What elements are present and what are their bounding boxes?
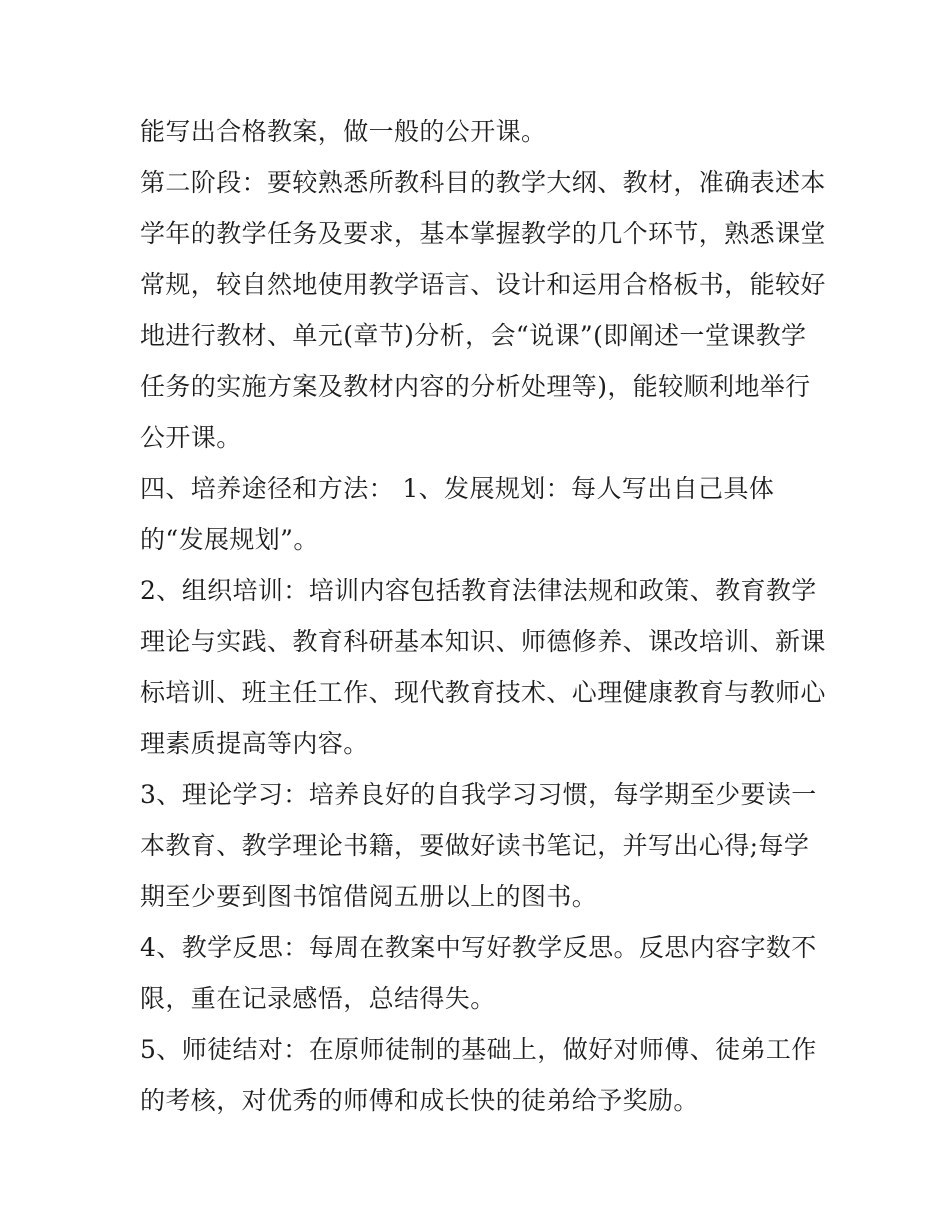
text-line: 能写出合格教案，做一般的公开课。: [140, 117, 547, 146]
text-line: 的考核，对优秀的师傅和成长快的徒弟给予奖励。: [140, 1086, 699, 1115]
text-line: 地进行教材、单元(章节)分析，会“说课”(即阐述一堂课教学: [140, 321, 807, 350]
text-line: 本教育、教学理论书籍，要做好读书笔记，并写出心得;每学: [140, 831, 810, 860]
text-line: 4、教学反思：每周在教案中写好教学反思。反思内容字数不: [140, 933, 817, 962]
text-line: 2、组织培训：培训内容包括教育法律法规和政策、教育教学: [140, 576, 817, 605]
text-line: 第二阶段：要较熟悉所教科目的教学大纲、教材，准确表述本: [140, 168, 826, 197]
document-body: [140, 106, 830, 1126]
text-line: 的“发展规划”。: [140, 525, 319, 554]
text-line: 四、培养途径和方法： 1、发展规划：每人写出自己具体: [140, 474, 775, 503]
text-line: 理素质提高等内容。: [140, 729, 369, 758]
text-line: 公开课。: [140, 423, 242, 452]
text-line: 5、师徒结对：在原师徒制的基础上，做好对师傅、徒弟工作: [140, 1035, 817, 1064]
text-line: 学年的教学任务及要求，基本掌握教学的几个环节，熟悉课堂: [140, 219, 826, 248]
text-line: 3、理论学习：培养良好的自我学习习惯，每学期至少要读一: [140, 780, 817, 809]
text-line: 理论与实践、教育科研基本知识、师德修养、课改培训、新课: [140, 627, 826, 656]
text-line: 常规，较自然地使用教学语言、设计和运用合格板书，能较好: [140, 270, 826, 299]
text-line: 限，重在记录感悟，总结得失。: [140, 984, 496, 1013]
text-line: 期至少要到图书馆借阅五册以上的图书。: [140, 882, 598, 911]
text-line: 标培训、班主任工作、现代教育技术、心理健康教育与教师心: [140, 678, 826, 707]
text-line: 任务的实施方案及教材内容的分析处理等)，能较顺利地举行: [140, 372, 811, 401]
